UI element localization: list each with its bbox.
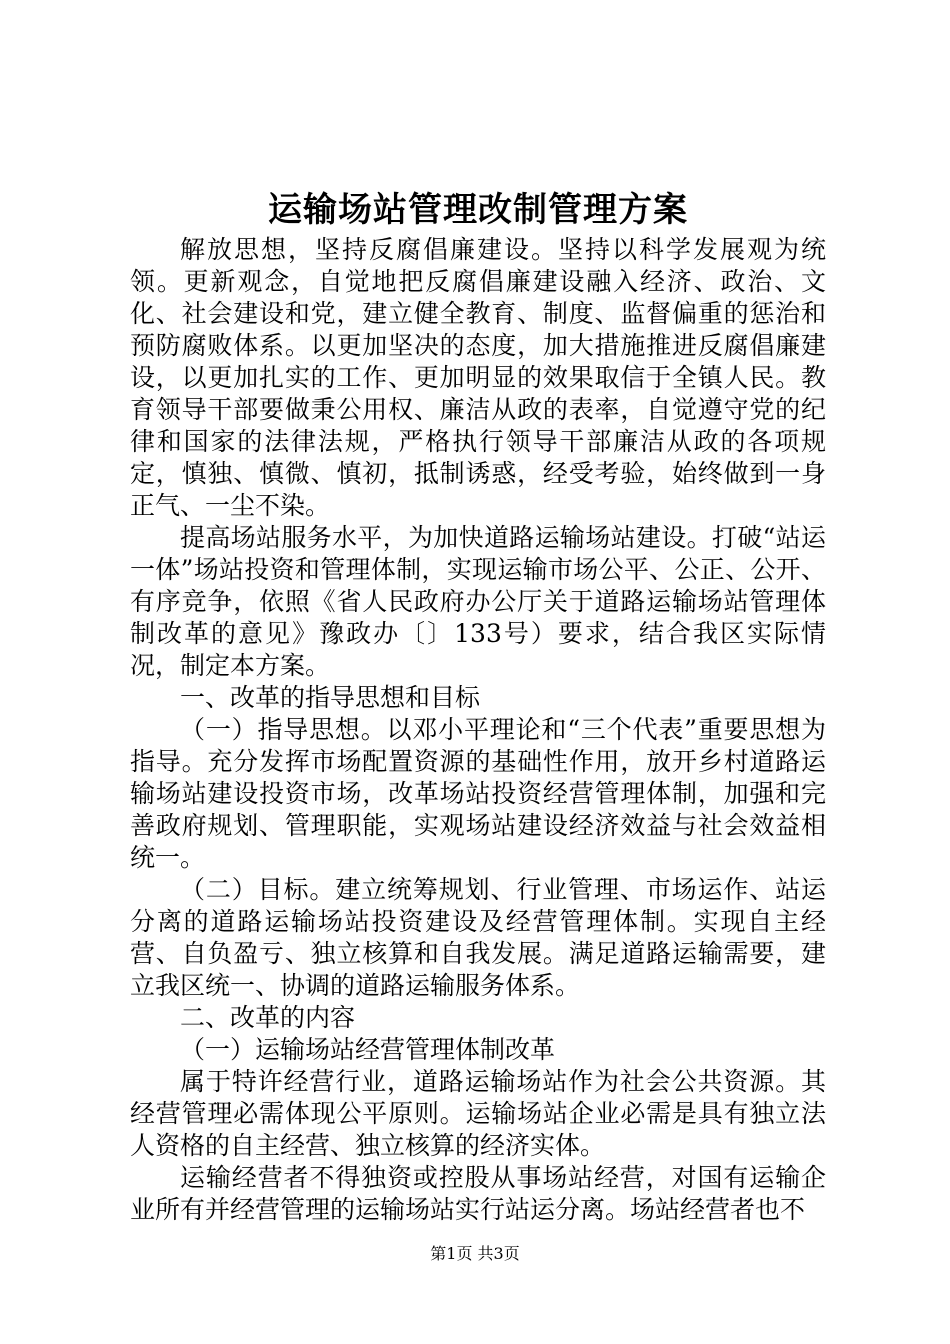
paragraph: （二）目标。建立统筹规划、行业管理、市场运作、站运分离的道路运输场站投资建设及经营管理体制。实现自主经营、自负盈亏、独立核算和自我发展。满足道路运输需要，建立我区统一、协调的道路运输服务体系。 <box>130 875 826 1000</box>
document-title: 运输场站管理改制管理方案 <box>268 190 688 230</box>
paragraph: 提高场站服务水平，为加快道路运输场站建设。打破“站运一体”场站投资和管理体制，实现运输市场公平、公正、公开、有序竞争，依照《省人民政府办公厅关于道路运输场站管理体制改革的意见》豫政办〔〕133号）要求，结合我区实际情况，制定本方案。 <box>130 523 826 680</box>
page-number-footer: 第1页 共3页 <box>430 1244 520 1263</box>
paragraph: 属于特许经营行业，道路运输场站作为社会公共资源。其经营管理必需体现公平原则。运输场站企业必需是具有独立法人资格的自主经营、独立核算的经济实体。 <box>130 1067 826 1160</box>
section-heading: 一、改革的指导思想和目标 <box>180 683 481 712</box>
section-heading: 二、改革的内容 <box>180 1003 356 1032</box>
paragraph: 解放思想，坚持反腐倡廉建设。坚持以科学发展观为统领。更新观念，自觉地把反腐倡廉建设融入经济、政治、文化、社会建设和党，建立健全教育、制度、监督偏重的惩治和预防腐败体系。以更加坚决的态度，加大措施推进反腐倡廉建设，以更加扎实的工作、更加明显的效果取信于全镇人民。教育领导干部要做秉公用权、廉洁从政的表率，自觉遵守党的纪律和国家的法律法规，严格执行领导干部廉洁从政的各项规定，慎独、慎微、慎初，抵制诱惑，经受考验，始终做到一身正气、一尘不染。 <box>130 235 826 520</box>
subsection-heading: （一）运输场站经营管理体制改革 <box>180 1035 556 1064</box>
paragraph: （一）指导思想。以邓小平理论和“三个代表”重要思想为指导。充分发挥市场配置资源的基础性作用，放开乡村道路运输场站建设投资市场，改革场站投资经营管理体制，加强和完善政府规划、管理职能，实观场站建设经济效益与社会效益相统一。 <box>130 715 826 872</box>
document-body <box>130 234 826 1226</box>
paragraph: 运输经营者不得独资或控股从事场站经营，对国有运输企业所有并经营管理的运输场站实行站运分离。场站经营者也不 <box>130 1163 826 1224</box>
